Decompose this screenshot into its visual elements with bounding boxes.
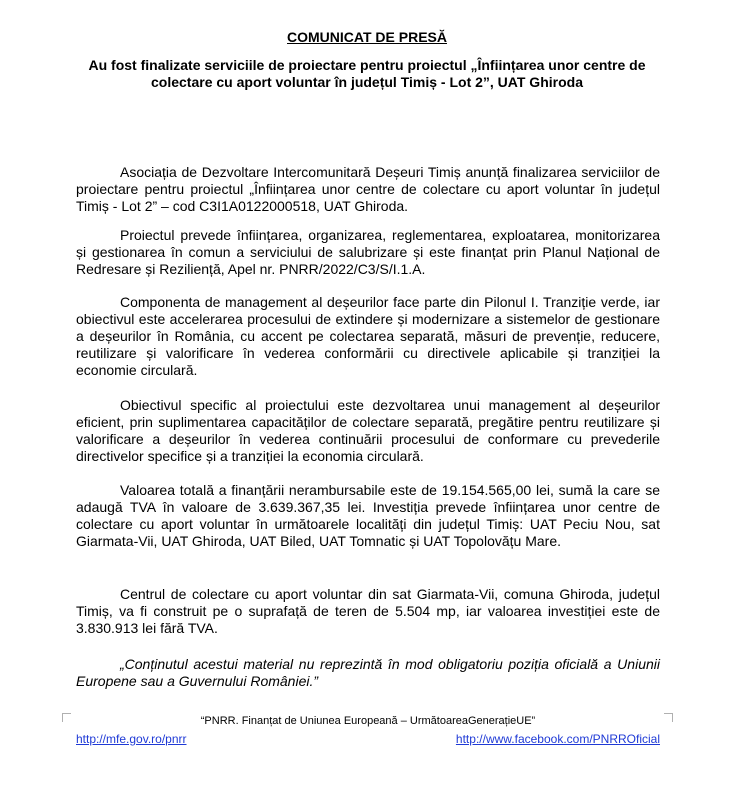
footer-corner-mark-right — [664, 713, 673, 722]
paragraph-2: Proiectul prevede înființarea, organizarea, reglementarea, exploatarea, monitorizarea și gestionarea în comun a serviciului de salubrizare și este finanțat prin Planul Național de Redresare și Reziliență, Apel nr. PNRR/2022/C3/S/I.1.A. — [76, 227, 660, 277]
facebook-link[interactable]: http://www.facebook.com/PNRROficial — [455, 732, 660, 746]
disclaimer: „Conținutul acestui material nu reprezintă în mod obligatoriu poziția oficială a Uniunii Europene sau a Guvernului României.” — [76, 656, 660, 689]
page-title: COMUNICAT DE PRESĂ — [287, 29, 447, 45]
paragraph-3: Componenta de management al deșeurilor face parte din Pilonul I. Tranziție verde, iar obiectivul este accelerarea procesului de extindere și modernizare a sistemelor de gestionare a deșeurilor în România, cu accent pe colectarea separată, măsuri de prevenție, reducere, reutilizare și valorificare în vederea conformării cu directivele aplicabile și tranziției la economie circulară. — [76, 294, 660, 378]
page-subtitle: Au fost finalizate serviciile de proiectare pentru proiectul „Înființarea unor centre de colectare cu aport voluntar în județul Timiș - Lot 2”, UAT Ghiroda — [88, 57, 646, 90]
paragraph-5: Valoarea totală a finanțării nerambursabile este de 19.154.565,00 lei, sumă la care se adaugă TVA în valoare de 3.639.367,35 lei. Investiția prevede înființarea unor centre de colectare cu aport voluntar în următoarele localități din județul Timiș: UAT Peciu Nou, sat Giarmata-Vii, UAT Ghiroda, UAT Biled, UAT Tomnatic și UAT Topolovățu Mare. — [76, 482, 660, 549]
paragraph-4: Obiectivul specific al proiectului este dezvoltarea unui management al deșeurilor eficient, prin suplimentarea capacităților de colectare separată, pregătire pentru reutilizare și valorificare a deșeurilor în vederea continuării procesului de conformare cu prevederile directivelor specifice și a tranziției la economia circulară. — [76, 397, 660, 464]
footer-caption: “PNRR. Finanțat de Uniunea Europeană – UrmătoareaGenerațieUE” — [200, 715, 536, 727]
footer-corner-mark-left — [62, 713, 71, 722]
paragraph-1: Asociația de Dezvoltare Intercomunitară Deșeuri Timiș anunță finalizarea serviciilor de proiectare pentru proiectul „Înființarea unor centre de colectare cu aport voluntar în județul Timiș - Lot 2” – cod C3I1A0122000518, UAT Ghiroda. — [76, 164, 660, 214]
paragraph-6: Centrul de colectare cu aport voluntar din sat Giarmata-Vii, comuna Ghiroda, județul Timiș, va fi construit pe o suprafață de teren de 5.504 mp, iar valoarea investiției este de 3.830.913 lei fără TVA. — [76, 586, 660, 636]
mfe-link[interactable]: http://mfe.gov.ro/pnrr — [76, 732, 187, 746]
